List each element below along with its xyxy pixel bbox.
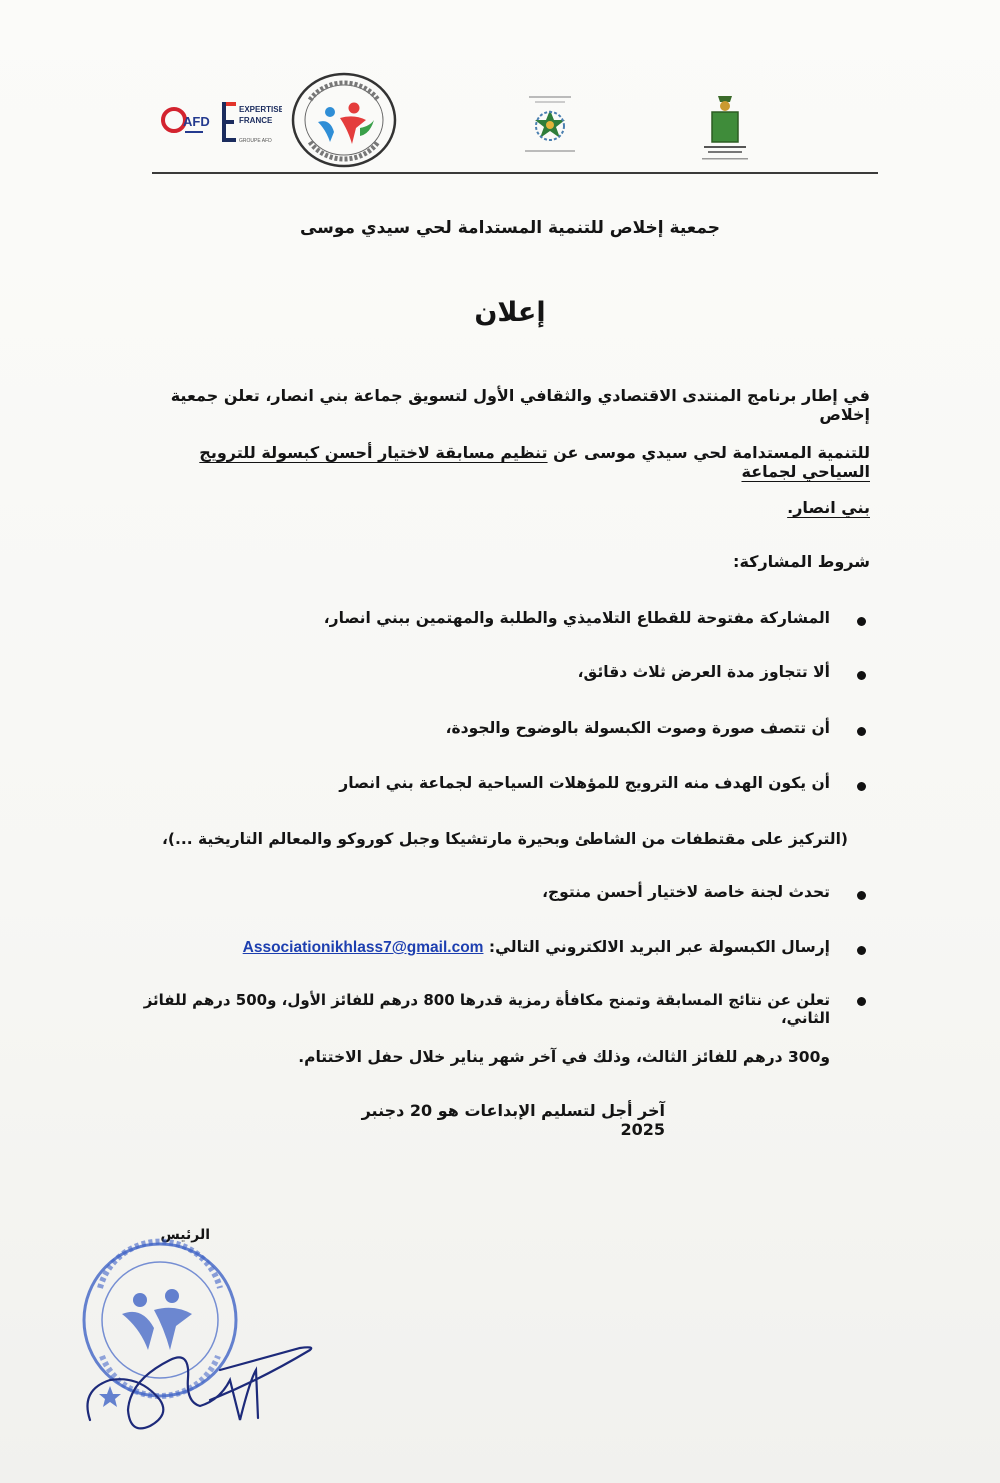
- bullet-dot: [857, 727, 866, 736]
- expertise-france-logo: [220, 98, 282, 150]
- condition-item-6-text: إرسال الكبسولة عبر البريد الالكتروني التالي:: [488, 938, 830, 956]
- expertise-logo-text-2: FRANCE: [239, 116, 273, 125]
- condition-item-7-line-1: تعلن عن نتائج المسابقة وتمنح مكافأة رمزية قدرها 800 درهم للفائز الأول، و500 درهم للفائز الثاني،: [143, 991, 830, 1027]
- intro-line-1: في إطار برنامج المنتدى الاقتصادي والثقافي الأول لتسويق جماعة بني انصار، تعلن جمعية إخلاص: [170, 386, 870, 424]
- intro-line-2-underlined: تنظيم مسابقة لاختيار أحسن كبسولة للترويج السياحي لجماعة: [199, 443, 870, 481]
- intro-line-3: [150, 498, 870, 517]
- signature-title: الرئيس: [160, 1227, 210, 1243]
- bullet-dot: [857, 997, 866, 1006]
- condition-item-4-continuation: (التركيز على مقتطفات من الشاطئ وبحيرة مارتشيكا وجبل كوروكو والمعالم التاريخية ...)،: [161, 830, 848, 848]
- afd-logo-text: AFD: [183, 114, 210, 129]
- header-divider: [152, 172, 878, 174]
- bullet-dot: [857, 617, 866, 626]
- condition-item-7-line-2: و300 درهم للفائز الثالث، وذلك في آخر شهر يناير خلال حفل الاختتام.: [298, 1048, 830, 1066]
- sponsor-emblem-logo: [515, 92, 585, 172]
- handwritten-signature: [70, 1230, 330, 1460]
- association-ikhlass-logo: [290, 70, 398, 170]
- intro-line-2: [150, 443, 870, 481]
- condition-item-5: تحدث لجنة خاصة لاختيار أحسن منتوج،: [542, 883, 830, 901]
- signature-area: [70, 1230, 330, 1460]
- afd-logo: [160, 100, 210, 146]
- bullet-dot: [857, 946, 866, 955]
- logo-header: [0, 0, 1000, 175]
- condition-item-4: أن يكون الهدف منه الترويج للمؤهلات السياحية لجماعة بني انصار: [339, 774, 830, 792]
- condition-item-6: [110, 938, 830, 957]
- bullet-dot: [857, 671, 866, 680]
- intro-line-2-plain: للتنمية المستدامة لحي سيدي موسى عن: [547, 443, 870, 462]
- expertise-logo-text-3: GROUPE AFD: [239, 138, 272, 144]
- conditions-title: شروط المشاركة:: [733, 552, 870, 571]
- commune-beni-ansar-logo: [690, 92, 760, 174]
- bullet-dot: [857, 782, 866, 791]
- condition-item-2: ألا تتجاوز مدة العرض ثلاث دقائق،: [577, 663, 830, 681]
- expertise-logo-text-1: EXPERTISE: [239, 105, 282, 114]
- condition-item-1: المشاركة مفتوحة للقطاع التلاميذي والطلبة والمهتمين ببني انصار،: [323, 609, 830, 627]
- condition-item-3: أن تتصف صورة وصوت الكبسولة بالوضوح والجودة،: [445, 719, 830, 737]
- email-link[interactable]: Associationikhlass7@gmail.com: [242, 939, 484, 956]
- intro-line-3-underlined: بني انصار.: [787, 498, 870, 517]
- bullet-dot: [857, 891, 866, 900]
- deadline-text: آخر أجل لتسليم الإبداعات هو 20 دجنبر 2025: [361, 1101, 665, 1139]
- organization-name: جمعية إخلاص للتنمية المستدامة لحي سيدي موسى: [299, 218, 721, 238]
- announcement-title: إعلان: [474, 297, 546, 328]
